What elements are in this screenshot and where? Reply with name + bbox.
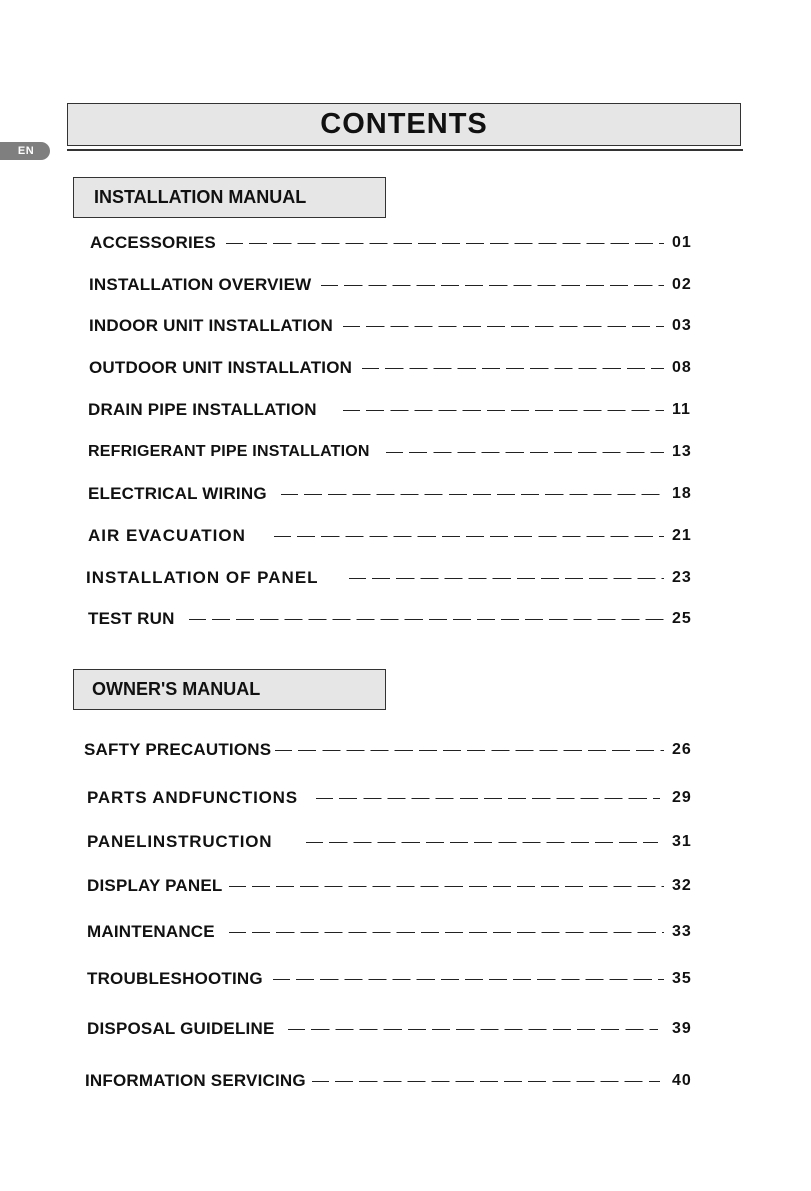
toc-entry-page: 23 [672, 569, 692, 586]
toc-leader [316, 798, 660, 799]
toc-entry-label: INFORMATION SERVICING [85, 1071, 306, 1090]
toc-entry-page: 02 [672, 276, 692, 293]
toc-entry-page: 13 [672, 443, 692, 460]
toc-entry-electrical-wiring[interactable] [88, 482, 694, 506]
toc-entry-troubleshooting[interactable] [87, 967, 694, 991]
toc-entry-refrigerant-pipe-installation[interactable] [88, 440, 694, 464]
toc-entry-label: INSTALLATION OF PANEL [86, 568, 319, 587]
toc-leader [349, 578, 664, 579]
toc-entry-parts-and-functions[interactable] [87, 786, 694, 810]
toc-entry-page: 31 [672, 833, 692, 850]
toc-entry-page: 39 [672, 1020, 692, 1037]
installation-manual-heading: INSTALLATION MANUAL [73, 177, 386, 218]
toc-leader [306, 842, 658, 843]
toc-entry-page: 33 [672, 923, 692, 940]
toc-entry-page: 26 [672, 741, 692, 758]
toc-entry-label: REFRIGERANT PIPE INSTALLATION [88, 443, 370, 460]
toc-entry-outdoor-unit-installation[interactable] [89, 356, 694, 380]
toc-entry-label: DRAIN PIPE INSTALLATION [88, 400, 317, 419]
toc-entry-label: SAFTY PRECAUTIONS [84, 740, 272, 759]
toc-entry-accessories[interactable] [90, 231, 694, 255]
toc-leader [226, 243, 664, 244]
toc-entry-maintenance[interactable] [87, 920, 694, 944]
toc-entry-disposal-guideline[interactable] [87, 1017, 694, 1041]
toc-entry-page: 21 [672, 527, 692, 544]
toc-entry-label: TEST RUN [88, 609, 175, 628]
toc-entry-safty-precautions[interactable] [84, 738, 694, 762]
title-underline [67, 149, 743, 151]
toc-leader [273, 979, 664, 980]
toc-entry-page: 03 [672, 317, 692, 334]
toc-entry-label: PARTS ANDFUNCTIONS [87, 788, 298, 807]
toc-leader [229, 932, 664, 933]
toc-leader [274, 536, 664, 537]
toc-entry-label: INDOOR UNIT INSTALLATION [89, 316, 334, 335]
toc-entry-page: 40 [672, 1072, 692, 1089]
toc-leader [343, 410, 664, 411]
toc-leader [321, 285, 664, 286]
toc-entry-page: 18 [672, 485, 692, 502]
toc-entry-information-servicing[interactable] [85, 1069, 694, 1093]
toc-entry-indoor-unit-installation[interactable] [89, 314, 694, 338]
toc-entry-page: 29 [672, 789, 692, 806]
toc-entry-label: INSTALLATION OVERVIEW [89, 275, 312, 294]
toc-entry-label: PANELINSTRUCTION [87, 832, 273, 851]
toc-entry-label: ACCESSORIES [90, 233, 216, 252]
toc-leader [312, 1081, 660, 1082]
toc-entry-label: DISPLAY PANEL [87, 876, 223, 895]
toc-leader [189, 619, 664, 620]
toc-entry-panel-instruction[interactable] [87, 830, 694, 854]
toc-leader [386, 452, 664, 453]
toc-entry-page: 01 [672, 234, 692, 251]
owners-manual-heading: OWNER'S MANUAL [73, 669, 386, 710]
page-title: CONTENTS [67, 103, 741, 146]
toc-entry-label: DISPOSAL GUIDELINE [87, 1019, 275, 1038]
toc-leader [229, 886, 665, 887]
toc-leader [288, 1029, 658, 1030]
toc-entry-drain-pipe-installation[interactable] [88, 398, 694, 422]
toc-entry-installation-overview[interactable] [89, 273, 694, 297]
toc-entry-page: 25 [672, 610, 692, 627]
toc-entry-test-run[interactable] [88, 607, 694, 631]
language-tab: EN [0, 142, 50, 160]
toc-entry-label: AIR EVACUATION [88, 526, 246, 545]
toc-entry-page: 35 [672, 970, 692, 987]
toc-leader [275, 750, 664, 751]
toc-entry-label: MAINTENANCE [87, 922, 215, 941]
toc-entry-label: OUTDOOR UNIT INSTALLATION [89, 358, 353, 377]
toc-entry-installation-of-panel[interactable] [86, 566, 694, 590]
toc-leader [343, 326, 664, 327]
toc-entry-page: 11 [672, 401, 691, 418]
toc-entry-air-evacuation[interactable] [88, 524, 694, 548]
toc-entry-page: 32 [672, 877, 692, 894]
toc-entry-label: ELECTRICAL WIRING [88, 484, 267, 503]
toc-entry-label: TROUBLESHOOTING [87, 969, 263, 988]
toc-leader [281, 494, 664, 495]
toc-leader [362, 368, 664, 369]
toc-entry-display-panel[interactable] [87, 874, 694, 898]
toc-entry-page: 08 [672, 359, 692, 376]
